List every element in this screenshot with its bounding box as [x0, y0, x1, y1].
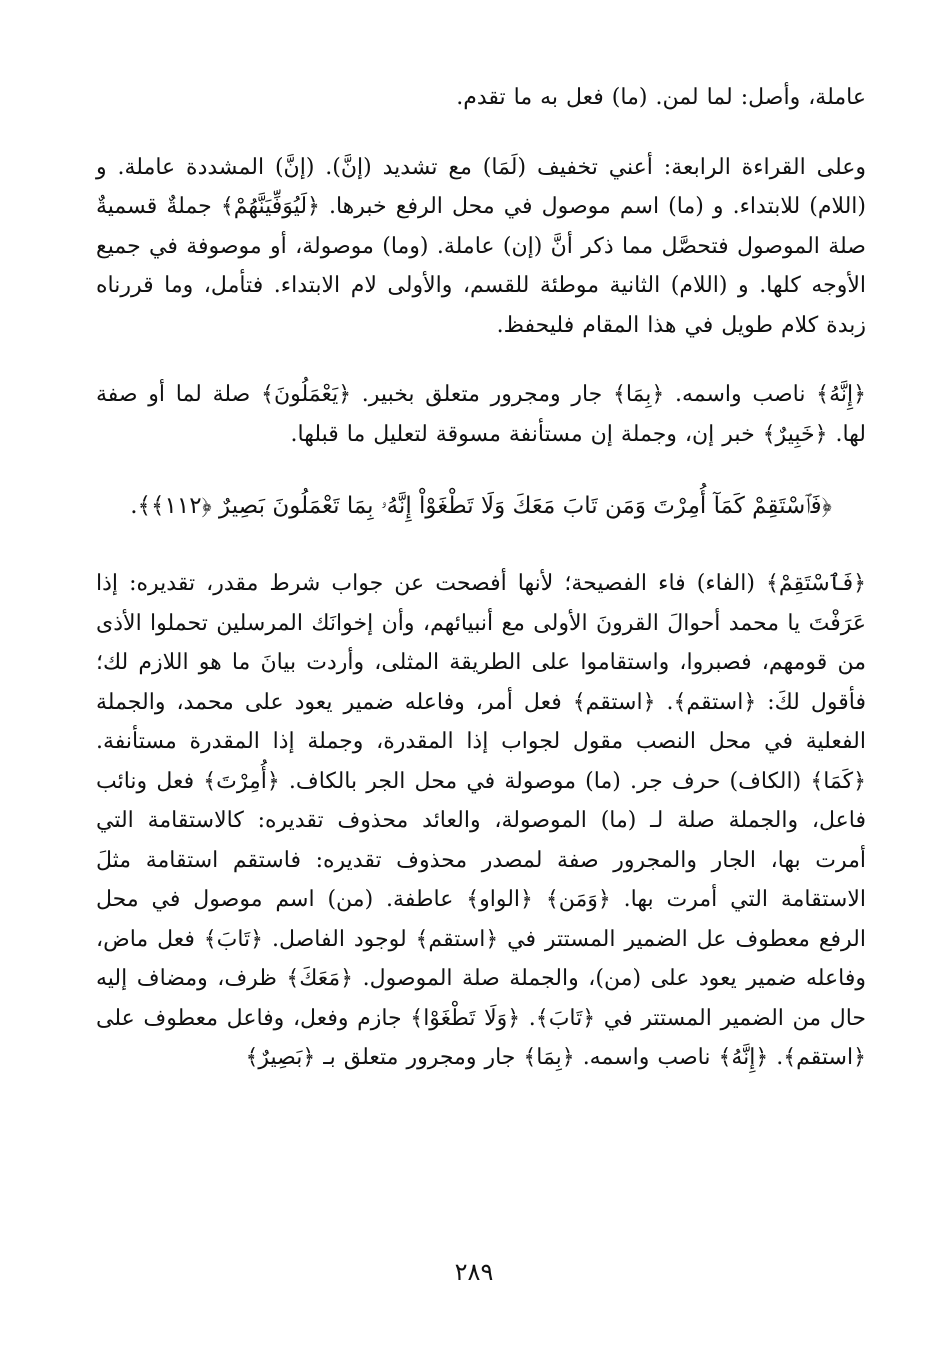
quran-verse: ﴿فَٱسْتَقِمْ كَمَآ أُمِرْتَ وَمَن تَابَ مَعَكَ وَلَا تَطْغَوْاْ إِنَّهُۥ بِمَا تَعْمَلُونَ بَصِيرٌ ﴿١١٢﴾﴾.	[130, 493, 832, 519]
paragraph-fourth-reading: وعلى القراءة الرابعة: أعني تخفيف (لَمَا) مع تشديد (إنَّ). (إنَّ) المشددة عاملة. و (اللام) للابتداء. و (ما) اسم موصول في محل الرفع خبرها. ﴿لَيُوَفِّيَنَّهُمْ﴾ جملةٌ قسميةٌ صلة الموصول فتحصَّل مما ذكر أنَّ (إن) عاملة. (وما) موصولة، أو موصوفة في جميع الأوجه كلها. و (اللام) الثانية موطئة للقسم، والأولى لام الابتداء. فتأمل، وما قررناه زبدة كلام طويل في هذا المقام فليحفظ.	[96, 154, 866, 338]
paragraph-intro: عاملة، وأصل: لما لمن. (ما) فعل به ما تقدم.	[456, 85, 866, 110]
paragraph-innahu: ﴿إِنَّهُ﴾ ناصب واسمه. ﴿بِمَا﴾ جار ومجرور متعلق بخبير. ﴿يَعْمَلُونَ﴾ صلة لما أو صفة لها. ﴿خَبِيرٌ﴾ خبر إن، وجملة إن مستأنفة مسوقة لتعليل ما قبلها.	[96, 382, 866, 447]
page-number: ٢٨٩	[454, 1258, 494, 1286]
page-text	[96, 78, 866, 1078]
paragraph-fastaqim: ﴿فَٱسْتَقِمْ﴾ (الفاء) فاء الفصيحة؛ لأنها أفصحت عن جواب شرط مقدر، تقديره: إذا عَرَفْتَ يا محمد أحوالَ القرونَ الأولى مع أنبيائهم، وأن إخوانَك المرسلين تحملوا الأذى من قومهم، فصبروا، واستقاموا على الطريقة المثلى، وأردت بيانَ ما هو اللازم لك؛ فأقول لكَ: ﴿استقم﴾. ﴿استقم﴾ فعل أمر، وفاعله ضمير يعود على محمد، والجملة الفعلية في محل النصب مقول لجواب إذا المقدرة، وجملة إذا المقدرة مستأنفة. ﴿كَمَا﴾ (الكاف) حرف جر. (ما) موصولة في محل الجر بالكاف. ﴿أُمِرْتَ﴾ فعل ونائب فاعل، والجملة صلة لـ (ما) الموصولة، والعائد محذوف تقديره: كالاستقامة التي أمرت بها، الجار والمجرور صفة لمصدر محذوف تقديره: فاستقم استقامة مثلَ الاستقامة التي أمرت بها. ﴿وَمَن﴾ ﴿الواو﴾ عاطفة. (من) اسم موصول في محل الرفع معطوف عل الضمير المستتر في ﴿استقم﴾ لوجود الفاصل. ﴿تَابَ﴾ فعل ماض، وفاعله ضمير يعود على (من)، والجملة صلة الموصول. ﴿مَعَكَ﴾ ظرف، ومضاف إليه حال من الضمير المستتر في ﴿تَابَ﴾. ﴿وَلَا تَطْغَوْا﴾ جازم وفعل، وفاعل معطوف على ﴿استقم﴾. ﴿إِنَّهُ﴾ ناصب واسمه. ﴿بِمَا﴾ جار ومجرور متعلق بـ ﴿بَصِيرٌ﴾	[96, 571, 866, 1070]
